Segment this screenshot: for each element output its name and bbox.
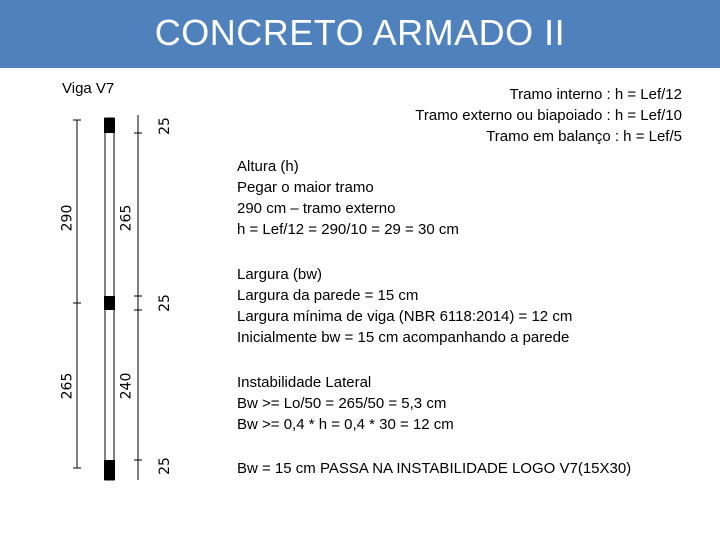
conclusion-text: Bw = 15 cm PASSA NA INSTABILIDADE LOGO V7(15X30) xyxy=(237,460,632,477)
height-line: Pegar o maior tramo xyxy=(237,179,374,196)
stability-line: Bw >= Lo/50 = 265/50 = 5,3 cm xyxy=(237,395,447,412)
dimension-label-span2-inner: 240 xyxy=(118,372,135,400)
width-line: Largura da parede = 15 cm xyxy=(237,287,419,304)
stability-heading: Instabilidade Lateral xyxy=(237,374,372,391)
beam-label: Viga V7 xyxy=(62,80,115,97)
page-title: CONCRETO ARMADO II xyxy=(154,12,566,53)
dimension-label-bottom-support: 25 xyxy=(156,457,173,475)
dimension-label-mid-support: 25 xyxy=(156,294,173,312)
width-line: Largura mínima de viga (NBR 6118:2014) = 12 cm xyxy=(237,308,573,325)
width-line: Inicialmente bw = 15 cm acompanhando a parede xyxy=(237,329,570,346)
height-heading: Altura (h) xyxy=(237,158,299,175)
dimension-label-span1-inner: 265 xyxy=(118,204,135,232)
width-heading: Largura (bw) xyxy=(237,266,323,283)
formula-internal-span: Tramo interno : h = Lef/12 xyxy=(509,86,682,103)
bottom-support xyxy=(104,460,115,480)
dimension-label-span1-outer: 290 xyxy=(59,204,76,232)
height-result: h = Lef/12 = 290/10 = 29 = 30 cm xyxy=(237,221,459,238)
top-support xyxy=(104,118,115,133)
stability-line: Bw >= 0,4 * h = 0,4 * 30 = 12 cm xyxy=(237,416,454,433)
formula-cantilever-span: Tramo em balanço : h = Lef/5 xyxy=(486,128,682,145)
formula-external-span: Tramo externo ou biapoiado : h = Lef/10 xyxy=(415,107,682,124)
middle-support xyxy=(104,296,115,310)
height-line: 290 cm – tramo externo xyxy=(237,200,396,217)
dimension-label-top-support: 25 xyxy=(156,117,173,135)
dimension-label-span2-outer: 265 xyxy=(59,372,76,400)
